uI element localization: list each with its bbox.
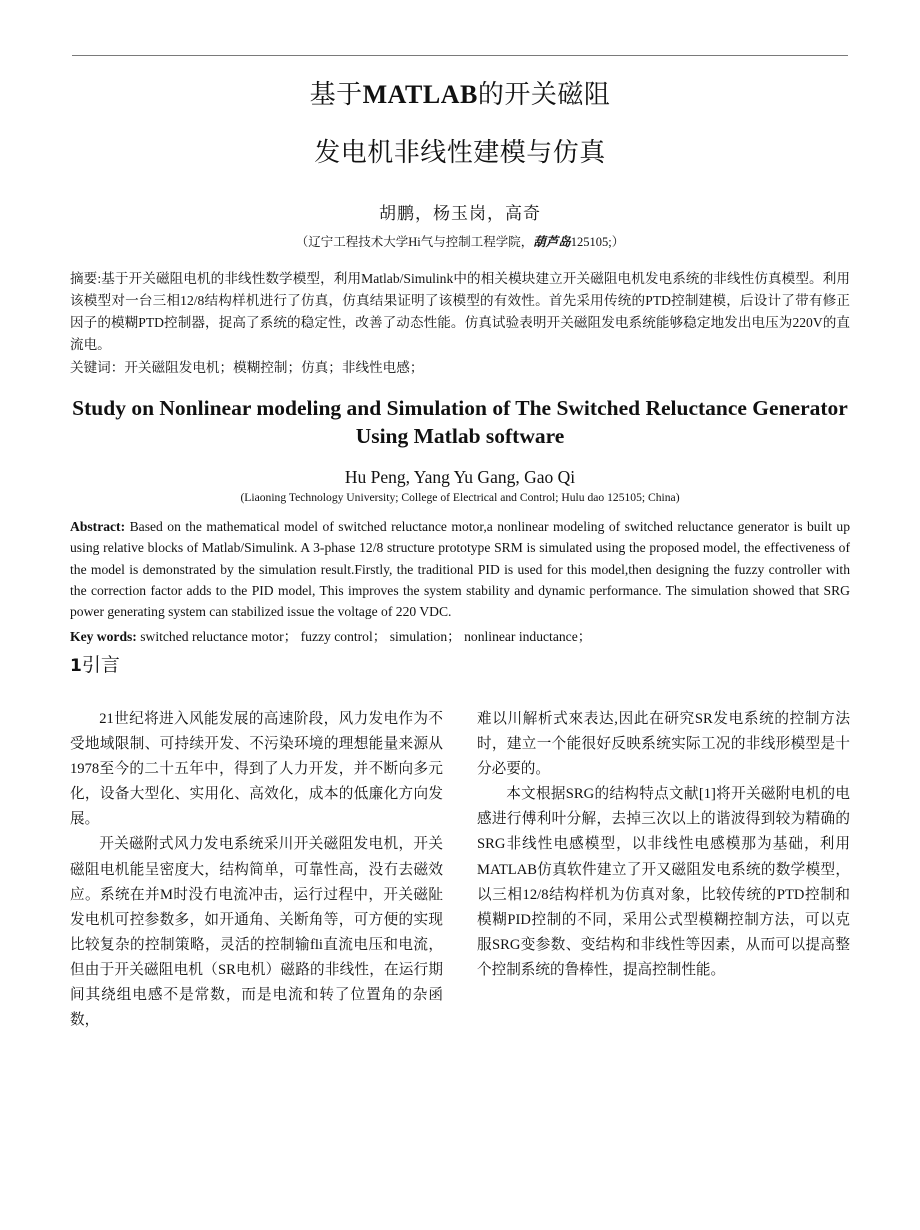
chinese-title-suffix: 的开关磁阻 [477,80,611,109]
english-keywords-label: Key words: [70,628,137,644]
chinese-title-matlab: MATLAB [362,80,478,109]
chinese-keywords: 关键词：开关磁阻发电机；模糊控制；仿真；非线性电感； [70,360,424,376]
right-column-paragraph-2: 本文根据SRG的结构特点文献[1]将开关磁附电机的电感进行傅利叶分解，去掉三次以上的谐波得到较为精确的SRG非线性电感模型，以非线性电感模那为基础，利用MATLAB仿真软件建立了开又磁阻发电系统的数学模型，以三相12/8结构样机为仿真对象，比较传统的PTD控制和模糊PID控制的不同，采用公式型模糊控制方法，可以克服SRG变参数、变结构和非线性等因素，从而可以提高整个控制系统的鲁棒性，提高控制性能。 [477,786,850,978]
english-abstract [70,516,850,623]
english-authors: Hu Peng, Yang Yu Gang, Gao Qi [344,467,576,488]
chinese-title-line-2: 发电机非线性建模与仿真 [314,138,606,167]
english-keywords [70,627,850,647]
right-column [477,707,850,1033]
left-column [70,707,443,1033]
section-number: 1 [70,656,82,677]
chinese-authors: 胡鹏，杨玉岗，高奇 [379,204,541,223]
english-keywords-body: switched reluctance motor； fuzzy control； simulation； nonlinear inductance； [140,628,592,644]
document-content [70,0,850,676]
english-title: Study on Nonlinear modeling and Simulation of The Switched Reluctance Generator Using Matlab software [72,396,848,448]
chinese-affiliation [70,232,850,250]
affiliation-post: 125105;） [570,235,625,249]
left-column-paragraph-2: 开关磁附式风力发电系统采川开关磁阻发电机，开关磁阻电机能呈密度大，结构简单，可靠性高，没冇去磁效应。系统在并M时没冇电流冲击，运行过程中，开关磁阯发电机可控参数多，如开通角、关断角等，可方便的实现比较复杂的控制策略，灵活的控制输fli直流电压和电流，但由于开关磁阻电机（SR电机）磁路的非线性，在运行期间其绕组电感不是常数，而是电流和转了位置角的杂函数， [70,836,443,1029]
chinese-title-line-1 [70,82,850,108]
chinese-abstract [70,268,850,356]
english-abstract-body: Based on the mathematical model of switched reluctance motor,a nonlinear modeling of switched reluctance generator is built up using relative blocks of Matlab/Simulink. A 3-phase 12/8 structure prototype SRM is simulated using the proposed model, the effectiveness of the model is demonstrated by the simulation result.Firstly, the traditional PID is used for this model,then designing the fuzzy controller with the correction factor adds to the PID model, This improves the system stability and dynamic performance. The simulation showed that SRG power generating system can stabilized issue the voltage of 220 VDC. [70,519,850,620]
affiliation-pre: （辽宁工程技术大学Hi气与控制工程学院， [295,235,534,249]
affiliation-city: 葫芦岛 [533,235,571,249]
english-abstract-label: Abstract: [70,519,126,535]
section-heading-introduction [70,655,850,676]
left-column-paragraph-1: 21世纪将进入风能发展的高速阶段，风力发电作为不受地域限制、可持续开发、不污染环境的理想能量来源从1978至今的二十五年中，得到了人力开发，并不断向多元化，设备大型化、实用化、高效化，成本的低廉化方向发展。 [70,711,443,828]
body-two-column-layout [70,707,850,1033]
english-affiliation: (Liaoning Technology University; College of Electrical and Control; Hulu dao 125105; China) [240,491,680,505]
chinese-title-prefix: 基于 [309,80,363,109]
section-title: 引言 [81,654,120,677]
chinese-abstract-text: 摘要:基于开关磁阻电机的非线性数学模型，利用Matlab/Simulink中的相关模块建立开关磁阻电机发电系统的非线性仿真模型。利用该模型对一台三相12/8结构样机进行了仿真，仿真结果证明了该模型的有效性。首先采用传统的PTD控制建模，后设计了带有修正因子的模糊PTD控制器，捉高了系统的稳定性，改善了动态性能。仿真试验表明开关磁阻发电系统能够稳定地发出电压为220V的直流电。 [70,271,850,353]
right-column-paragraph-1: 难以川解析式來表达,因此在研究SR发电系统的控制方法时，建立一个能很好反映系统实际工况的非线形模型是十分必要的。 [477,711,850,778]
